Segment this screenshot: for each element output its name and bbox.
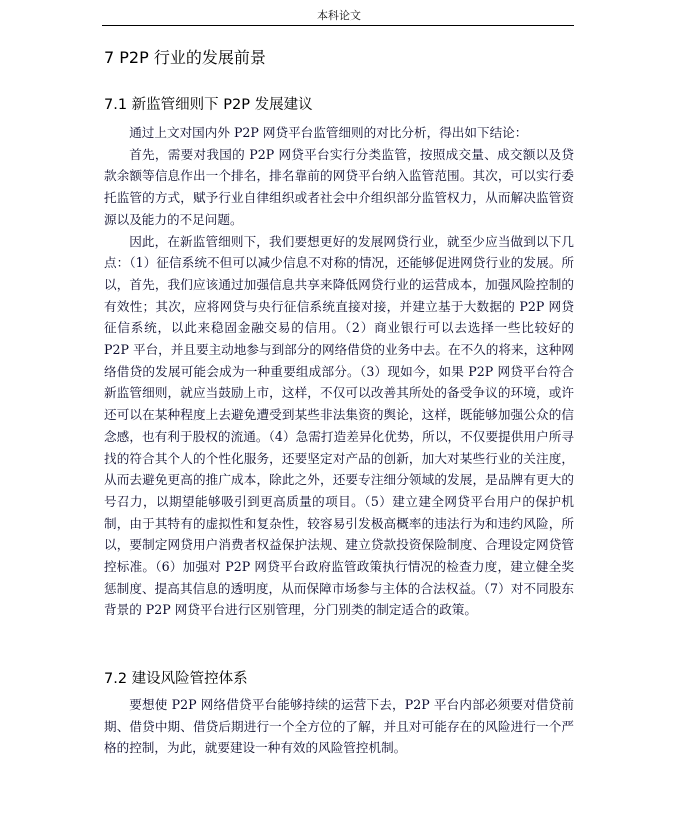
- running-header: 本科论文: [317, 9, 361, 22]
- section-7-2-body: [104, 694, 574, 759]
- paragraph: 通过上文对国内外 P2P 网贷平台监管细则的对比分析，得出如下结论：: [129, 125, 528, 140]
- header-divider: [102, 25, 574, 26]
- chapter-title: 7 P2P 行业的发展前景: [104, 48, 266, 67]
- paragraph: 要想使 P2P 网络借贷平台能够持续的运营下去，P2P 平台内部必须要对借贷前期、借贷中期、借贷后期进行一个全方位的了解，并且对可能存在的风险进行一个严格的控制，为此，就要建设一种有效的风险管控机制。: [104, 697, 574, 756]
- paragraph: 首先，需要对我国的 P2P 网贷平台实行分类监管，按照成交量、成交额以及贷款余额等信息作出一个排名，排名靠前的网贷平台纳入监管范围。其次，可以实行委托监管的方式，赋予行业自律组织或者社会中介组织部分监管权力，从而解决监管资源以及能力的不足问题。: [104, 146, 574, 227]
- paragraph: 因此，在新监管细则下，我们要想更好的发展网贷行业，就至少应当做到以下几点：（1）征信系统不但可以减少信息不对称的情况，还能够促进网贷行业的发展。所以，首先，我们应该通过加强信息共享来降低网贷行业的运营成本，加强风险控制的有效性；其次，应将网贷与央行征信系统直接对接，并建立基于大数据的 P2P 网贷征信系统，以此来稳固金融交易的信用。（2）商业银行可以去选择一些比较好的 P2P 平台，并且要主动地参与到部分的网络借贷的业务中去。在不久的将来，这种网络借贷的发展可能会成为一种重要组成部分。（3）现如今，如果 P2P 网贷平台符合新监管细则，就应当鼓励上市，这样，不仅可以改善其所处的备受争议的环境，或许还可以在某种程度上去避免遭受到某些非法集资的舆论，这样，既能够加强公众的信念感，也有利于股权的流通。（4）急需打造差异化优势，所以，不仅要提供用户所寻找的符合其个人的个性化服务，还要坚定对产品的创新，加大对某些行业的关注度，从而去避免更高的推广成本，除此之外，还要专注细分领域的发展，是品牌有更大的号召力，以期望能够吸引到更高质量的项目。（5）建立建全网贷平台用户的保护机制，由于其特有的虚拟性和复杂性，较容易引发极高概率的违法行为和违约风险，所以，要制定网贷用户消费者权益保护法规、建立贷款投资保险制度、合理设定网贷管控标准。（6）加强对 P2P 网贷平台政府监管政策执行情况的检查力度，建立健全奖惩制度、提高其信息的透明度，从而保障市场参与主体的合法权益。（7）对不同股东背景的 P2P 网贷平台进行区别管理，分门别类的制定适合的政策。: [104, 233, 574, 618]
- section-heading-7-2: 7.2 建设风险管控体系: [104, 671, 248, 687]
- section-heading-7-1: 7.1 新监管细则下 P2P 发展建议: [104, 97, 313, 113]
- section-7-1-body: [104, 122, 574, 621]
